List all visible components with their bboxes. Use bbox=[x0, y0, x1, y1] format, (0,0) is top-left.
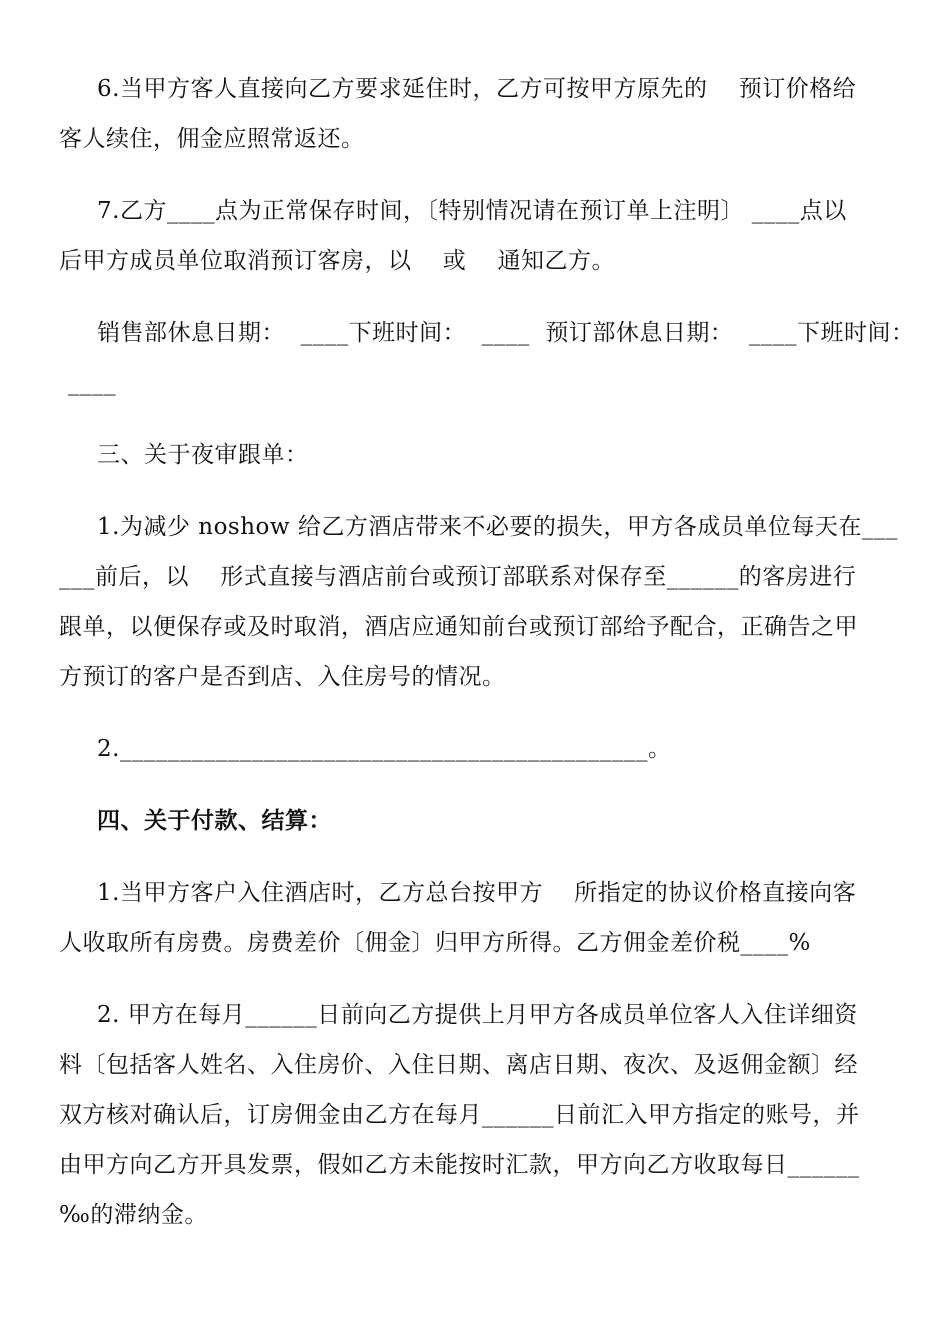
schedule-line: 销售部休息日期： ____下班时间： ____ 预订部休息日期： ____下班时间： bbox=[97, 320, 915, 346]
s4-para-2-line-3: 双方核对确认后，订房佣金由乙方在每月______日前汇入甲方指定的账号，并 bbox=[59, 1102, 860, 1128]
para-6-line-2: 客人续住，佣金应照常返还。 bbox=[59, 126, 365, 152]
s3-para-1-line-3: 跟单，以便保存或及时取消，酒店应通知前台或预订部给予配合，正确告之甲 bbox=[59, 614, 858, 640]
para-7-line-2: 后甲方成员单位取消预订客房，以 或 通知乙方。 bbox=[59, 248, 615, 274]
para-7-line-1: 7.乙方____点为正常保存时间，〔特别情况请在预订单上注明〕 ____点以 bbox=[97, 198, 847, 224]
s4-para-2-line-2: 料〔包括客人姓名、入住房价、入住日期、离店日期、夜次、及返佣金额〕经 bbox=[59, 1052, 858, 1078]
s3-para-1-line-2: ___前后，以 形式直接与酒店前台或预订部联系对保存至______的客房进行 bbox=[59, 564, 857, 590]
section-4-heading: 四、关于付款、结算： bbox=[97, 807, 332, 834]
schedule-line-cont: ____ bbox=[68, 370, 116, 396]
s4-para-2-line-1: 2. 甲方在每月______日前向乙方提供上月甲方各成员单位客人入住详细资 bbox=[97, 1002, 858, 1028]
s4-para-1-line-2: 人收取所有房费。房费差价〔佣金〕归甲方所得。乙方佣金差价税____% bbox=[59, 930, 811, 956]
s4-para-1-line-1: 1.当甲方客户入住酒店时，乙方总台按甲方 所指定的协议价格直接向客 bbox=[97, 880, 857, 906]
s4-para-2-line-4: 由甲方向乙方开具发票，假如乙方未能按时汇款，甲方向乙方收取每日______ bbox=[59, 1152, 860, 1178]
section-3-heading: 三、关于夜审跟单： bbox=[97, 442, 309, 468]
s3-para-1-line-1: 1.为减少 noshow 给乙方酒店带来不必要的损失，甲方各成员单位每天在___ bbox=[97, 514, 898, 540]
s4-para-2-line-5: ‰的滞纳金。 bbox=[59, 1202, 208, 1228]
para-6-line-1: 6.当甲方客人直接向乙方要求延住时，乙方可按甲方原先的 预订价格给 bbox=[97, 76, 857, 102]
s3-para-2: 2.____________________________________________。 bbox=[97, 736, 672, 762]
s3-para-1-line-4: 方预订的客户是否到店、入住房号的情况。 bbox=[59, 664, 506, 690]
